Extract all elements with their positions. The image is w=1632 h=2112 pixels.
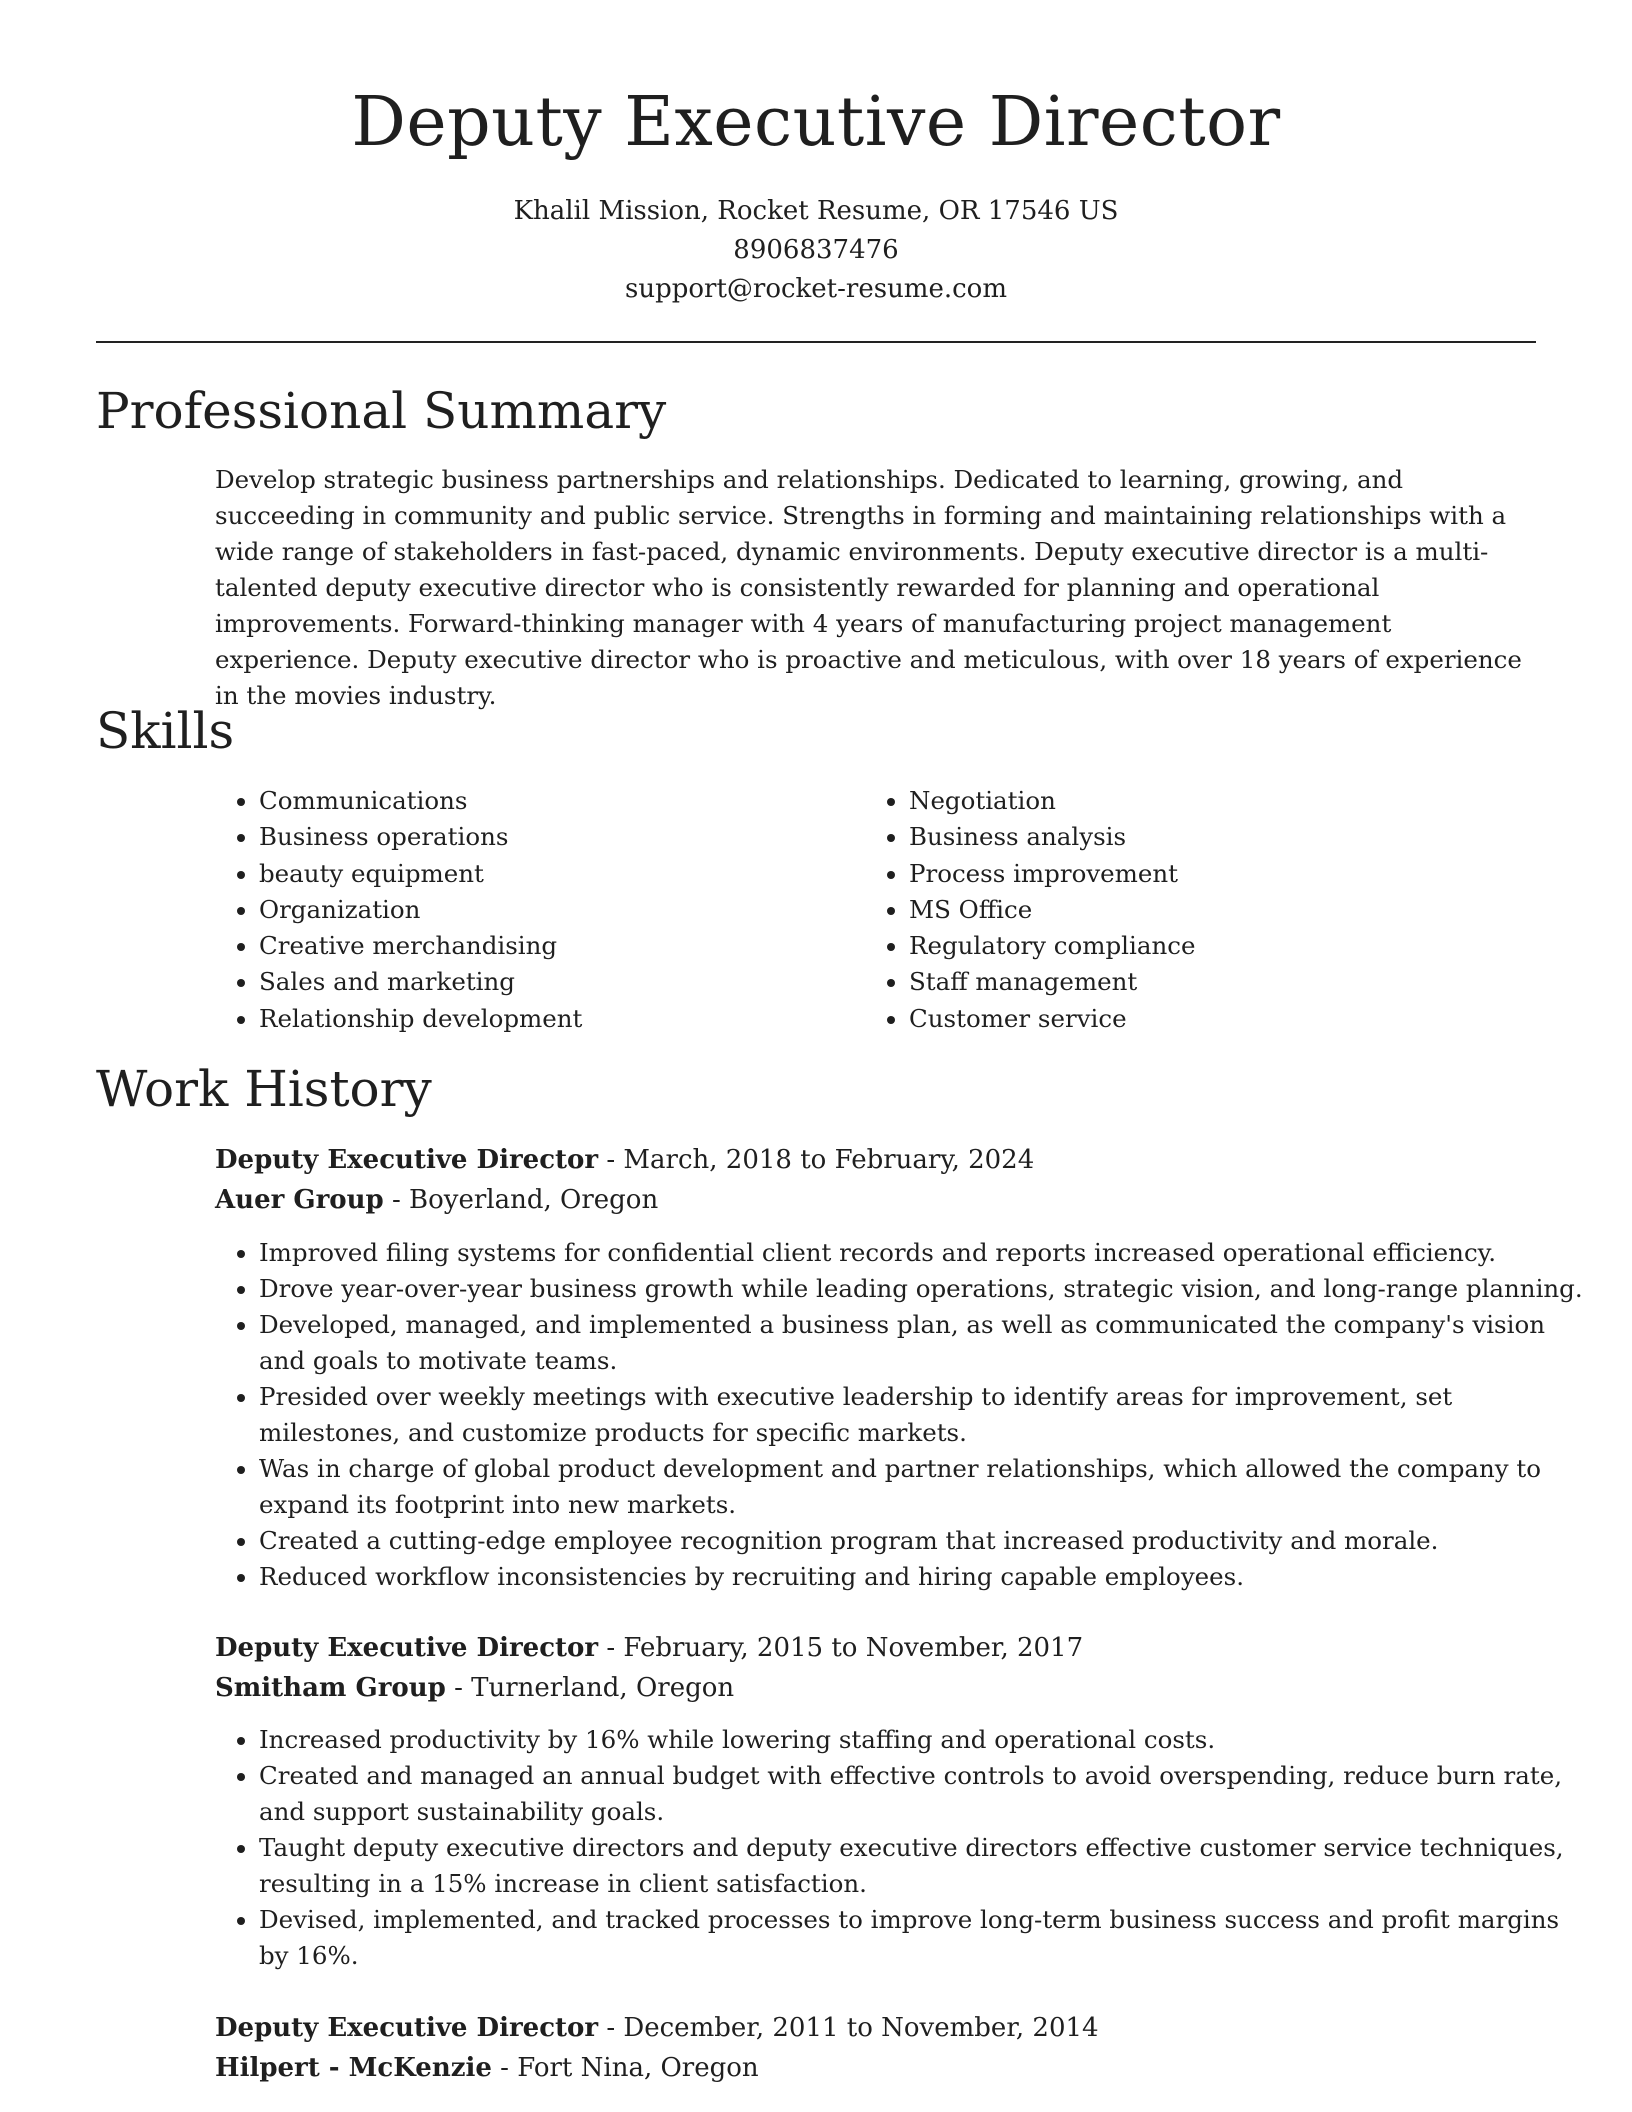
job-dates: - February, 2015 to November, 2017 <box>598 1633 1084 1663</box>
job-bullet: • Improved filing systems for confidential client records and reports increased operational efficiency. <box>259 1235 1589 1271</box>
skill-item: • Negotiation <box>909 783 1509 819</box>
job-company-line <box>215 2048 759 2088</box>
job-bullet: • Created a cutting-edge employee recognition program that increased productivity and morale. <box>259 1523 1589 1559</box>
skill-item: • Customer service <box>909 1001 1509 1037</box>
job-bullets <box>215 1235 1589 1595</box>
resume-name: Deputy Executive Director <box>351 83 1281 162</box>
job-dates: - December, 2011 to November, 2014 <box>598 2013 1099 2043</box>
skills-list-left <box>215 783 819 1037</box>
job-dates: - March, 2018 to February, 2024 <box>598 1145 1035 1175</box>
skill-item: • Sales and marketing <box>259 964 819 1000</box>
job-bullet: • Drove year-over-year business growth while leading operations, strategic vision, and long-range planning. <box>259 1271 1589 1307</box>
skill-item: • Organization <box>259 892 819 928</box>
skill-item: • Process improvement <box>909 856 1509 892</box>
skill-item: • Business analysis <box>909 819 1509 855</box>
skills-list-right <box>865 783 1509 1037</box>
skills-heading: Skills <box>96 702 235 760</box>
job-bullet: • Was in charge of global product development and partner relationships, which allowed the company to expand its footprint into new markets. <box>259 1451 1589 1523</box>
job-location: - Turnerland, Oregon <box>445 1673 735 1703</box>
contact-phone: 8906837476 <box>733 235 899 265</box>
job-bullet: • Created and managed an annual budget with effective controls to avoid overspending, reduce burn rate, and support sustainability goals. <box>259 1758 1589 1830</box>
job-bullet: • Presided over weekly meetings with executive leadership to identify areas for improvement, set milestones, and customize products for specific markets. <box>259 1379 1589 1451</box>
job-role: Deputy Executive Director <box>215 2013 599 2043</box>
job-bullet: • Devised, implemented, and tracked processes to improve long-term business success and profit margins by 16%. <box>259 1902 1589 1974</box>
job-location: - Boyerland, Oregon <box>383 1185 659 1215</box>
contact-email: support@rocket-resume.com <box>624 274 1007 304</box>
skill-item: • MS Office <box>909 892 1509 928</box>
job-bullet: • Reduced workflow inconsistencies by recruiting and hiring capable employees. <box>259 1559 1589 1595</box>
job-title-line <box>215 2008 1099 2048</box>
job-company-line <box>215 1668 734 1708</box>
job-role: Deputy Executive Director <box>215 1145 599 1175</box>
header-divider <box>96 341 1536 343</box>
skill-item: • Business operations <box>259 819 819 855</box>
job-company-line <box>215 1180 658 1220</box>
job-bullet: • Increased productivity by 16% while lowering staffing and operational costs. <box>259 1722 1589 1758</box>
skill-item: • Regulatory compliance <box>909 928 1509 964</box>
job-company: Smitham Group <box>215 1673 446 1703</box>
summary-heading: Professional Summary <box>96 382 667 440</box>
job-title-line <box>215 1140 1034 1180</box>
summary-text: Develop strategic business partnerships and relationships. Dedicated to learning, growing, and succeeding in community and public service. Strengths in forming and maintaining relationships with a wide range of stakeholders in fast-paced, dynamic environments. Deputy executive director is a multi-talented deputy executive director who is consistently rewarded for planning and operational improvements. Forward-thinking manager with 4 years of manufacturing project management experience. Deputy executive director who is proactive and meticulous, with over 18 years of experience in the movies industry. <box>215 465 1522 710</box>
skill-item: • Creative merchandising <box>259 928 819 964</box>
job-bullet: • Taught deputy executive directors and deputy executive directors effective customer service techniques, resulting in a 15% increase in client satisfaction. <box>259 1830 1589 1902</box>
skill-item: • Relationship development <box>259 1001 819 1037</box>
job-role: Deputy Executive Director <box>215 1633 599 1663</box>
job-bullets <box>215 1722 1589 1974</box>
skill-item: • Staff management <box>909 964 1509 1000</box>
contact-block <box>0 192 1632 309</box>
job-company: Hilpert - McKenzie <box>215 2053 492 2083</box>
contact-address: Khalil Mission, Rocket Resume, OR 17546 US <box>513 196 1119 226</box>
skill-item: • Communications <box>259 783 819 819</box>
job-company: Auer Group <box>215 1185 384 1215</box>
work-history-heading: Work History <box>96 1060 432 1118</box>
job-bullet: • Developed, managed, and implemented a business plan, as well as communicated the company's vision and goals to motivate teams. <box>259 1307 1589 1379</box>
skill-item: • beauty equipment <box>259 856 819 892</box>
job-title-line <box>215 1628 1083 1668</box>
job-location: - Fort Nina, Oregon <box>491 2053 759 2083</box>
